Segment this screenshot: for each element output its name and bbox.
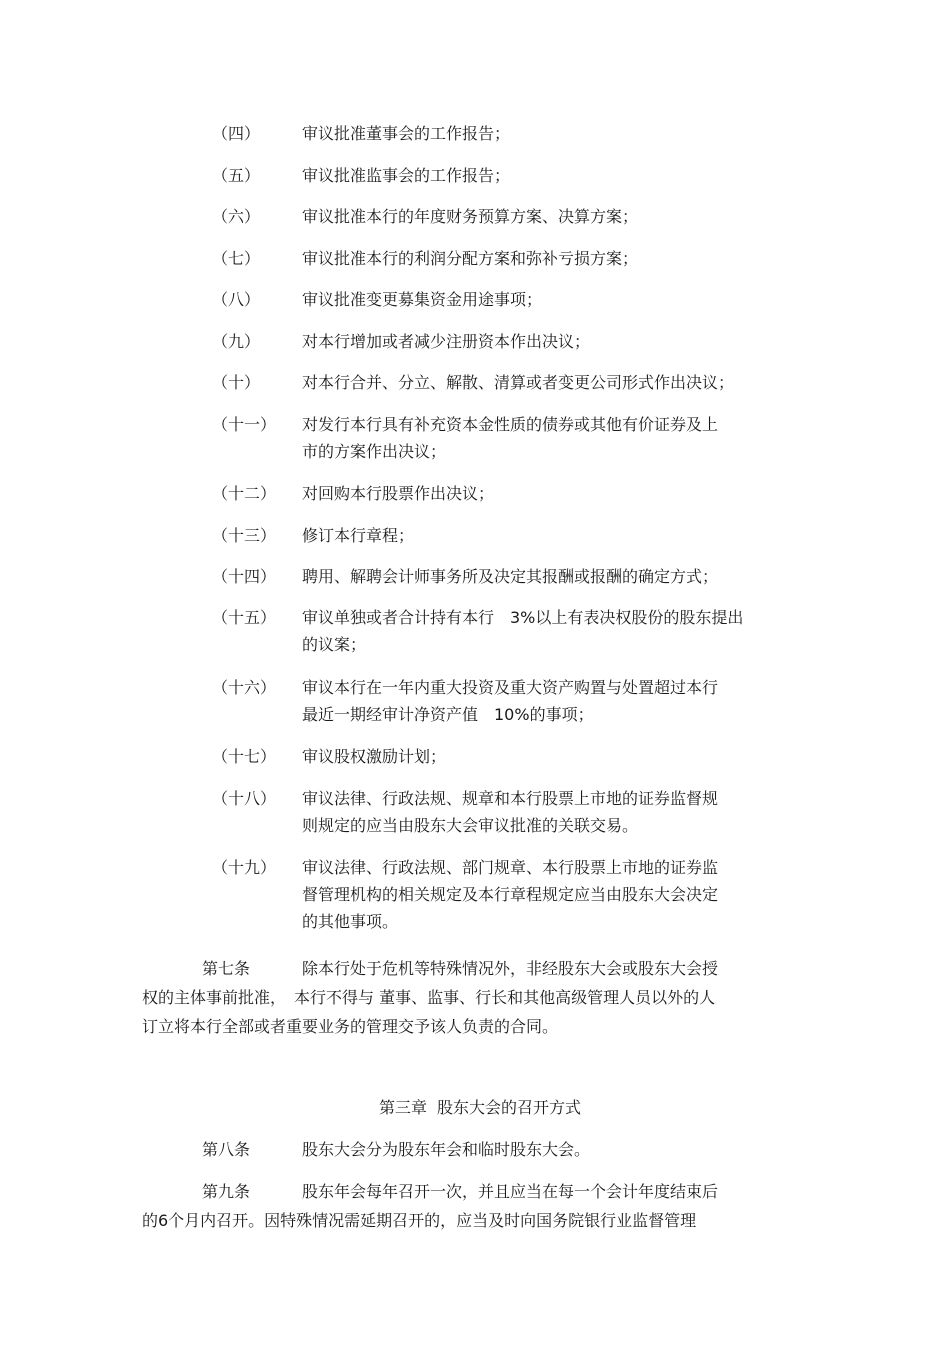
article-9-label: 第九条 (202, 1182, 251, 1201)
article-7-first-line: 除本行处于危机等特殊情况外，非经股东大会或股东大会授 (302, 959, 719, 978)
item-text-line: 审议本行在一年内重大投资及重大资产购置与处置超过本行 (302, 678, 719, 697)
item-text (302, 328, 802, 355)
item-number: （十四） (212, 567, 277, 586)
item-text (302, 674, 802, 728)
item-number: （十二） (212, 484, 277, 503)
item-number: （八） (212, 290, 261, 309)
item-text (302, 162, 802, 189)
item-number: （十六） (212, 678, 277, 697)
item-number: （六） (212, 207, 261, 226)
article-8-label: 第八条 (202, 1140, 251, 1159)
item-text-line: 修订本行章程； (302, 526, 415, 545)
item-text-line: 对本行增加或者减少注册资本作出决议； (302, 332, 591, 351)
item-text-line: 审议批准变更募集资金用途事项； (302, 290, 543, 309)
item-text-line: 最近一期经审计净资产值 10%的事项； (302, 705, 594, 724)
item-number: （十九） (212, 858, 277, 877)
item-text (302, 120, 802, 147)
item-text (302, 785, 802, 839)
item-text (302, 743, 802, 770)
item-text-line: 审议批准董事会的工作报告； (302, 124, 511, 143)
article-7-label: 第七条 (202, 959, 251, 978)
item-text (302, 369, 802, 396)
item-text-line: 审议批准本行的年度财务预算方案、决算方案； (302, 207, 639, 226)
item-text (302, 563, 802, 590)
item-text-line: 对回购本行股票作出决议； (302, 484, 495, 503)
item-number: （五） (212, 166, 261, 185)
item-text (302, 203, 802, 230)
item-number: （十三） (212, 526, 277, 545)
item-text (302, 604, 802, 658)
item-text-line: 对发行本行具有补充资本金性质的债券或其他有价证券及上 (302, 415, 719, 434)
item-text-line: 审议单独或者合计持有本行 3%以上有表决权股份的股东提出 (302, 608, 744, 627)
article-9-first-line: 股东年会每年召开一次，并且应当在每一个会计年度结束后 (302, 1182, 719, 1201)
chapter-title: 股东大会的召开方式 (437, 1098, 582, 1117)
item-text-line: 聘用、解聘会计师事务所及决定其报酬或报酬的确定方式； (302, 567, 719, 586)
item-text-line: 对本行合并、分立、解散、清算或者变更公司形式作出决议； (302, 373, 735, 392)
item-text (302, 245, 802, 272)
item-text (302, 286, 802, 313)
item-text (302, 411, 802, 465)
item-text-line: 的议案； (302, 635, 367, 654)
item-number: （七） (212, 249, 261, 268)
item-number: （十五） (212, 608, 277, 627)
article-9-line: 的6个月内召开。因特殊情况需延期召开的，应当及时向国务院银行业监督管理 (142, 1211, 697, 1230)
item-text-line: 督管理机构的相关规定及本行章程规定应当由股东大会决定 (302, 885, 719, 904)
item-text-line: 审议批准监事会的工作报告； (302, 166, 511, 185)
chapter-heading (0, 1093, 950, 1122)
item-text-line: 审议法律、行政法规、规章和本行股票上市地的证券监督规 (302, 789, 719, 808)
item-text-line: 审议法律、行政法规、部门规章、本行股票上市地的证券监 (302, 858, 719, 877)
item-text-line: 审议股权激励计划； (302, 747, 447, 766)
article-7-line: 权的主体事前批准， 本行不得与 董事、监事、行长和其他高级管理人员以外的人 (142, 988, 716, 1007)
item-number: （四） (212, 124, 261, 143)
item-text-line: 则规定的应当由股东大会审议批准的关联交易。 (302, 816, 639, 835)
article-8-text: 股东大会分为股东年会和临时股东大会。 (302, 1140, 591, 1159)
item-text (302, 522, 802, 549)
item-text-line: 的其他事项。 (302, 912, 399, 931)
article-7-body (142, 983, 802, 1041)
item-text (302, 854, 802, 935)
item-text-line: 审议批准本行的利润分配方案和弥补亏损方案； (302, 249, 639, 268)
article-7-line: 订立将本行全部或者重要业务的管理交予该人负责的合同。 (142, 1017, 559, 1036)
chapter-label: 第三章 (378, 1098, 427, 1117)
item-text-line: 市的方案作出决议； (302, 442, 447, 461)
item-number: （十） (212, 373, 261, 392)
item-number: （十七） (212, 747, 277, 766)
item-number: （十八） (212, 789, 277, 808)
item-number: （九） (212, 332, 261, 351)
article-9-body (142, 1206, 802, 1235)
item-number: （十一） (212, 415, 277, 434)
item-text (302, 480, 802, 507)
